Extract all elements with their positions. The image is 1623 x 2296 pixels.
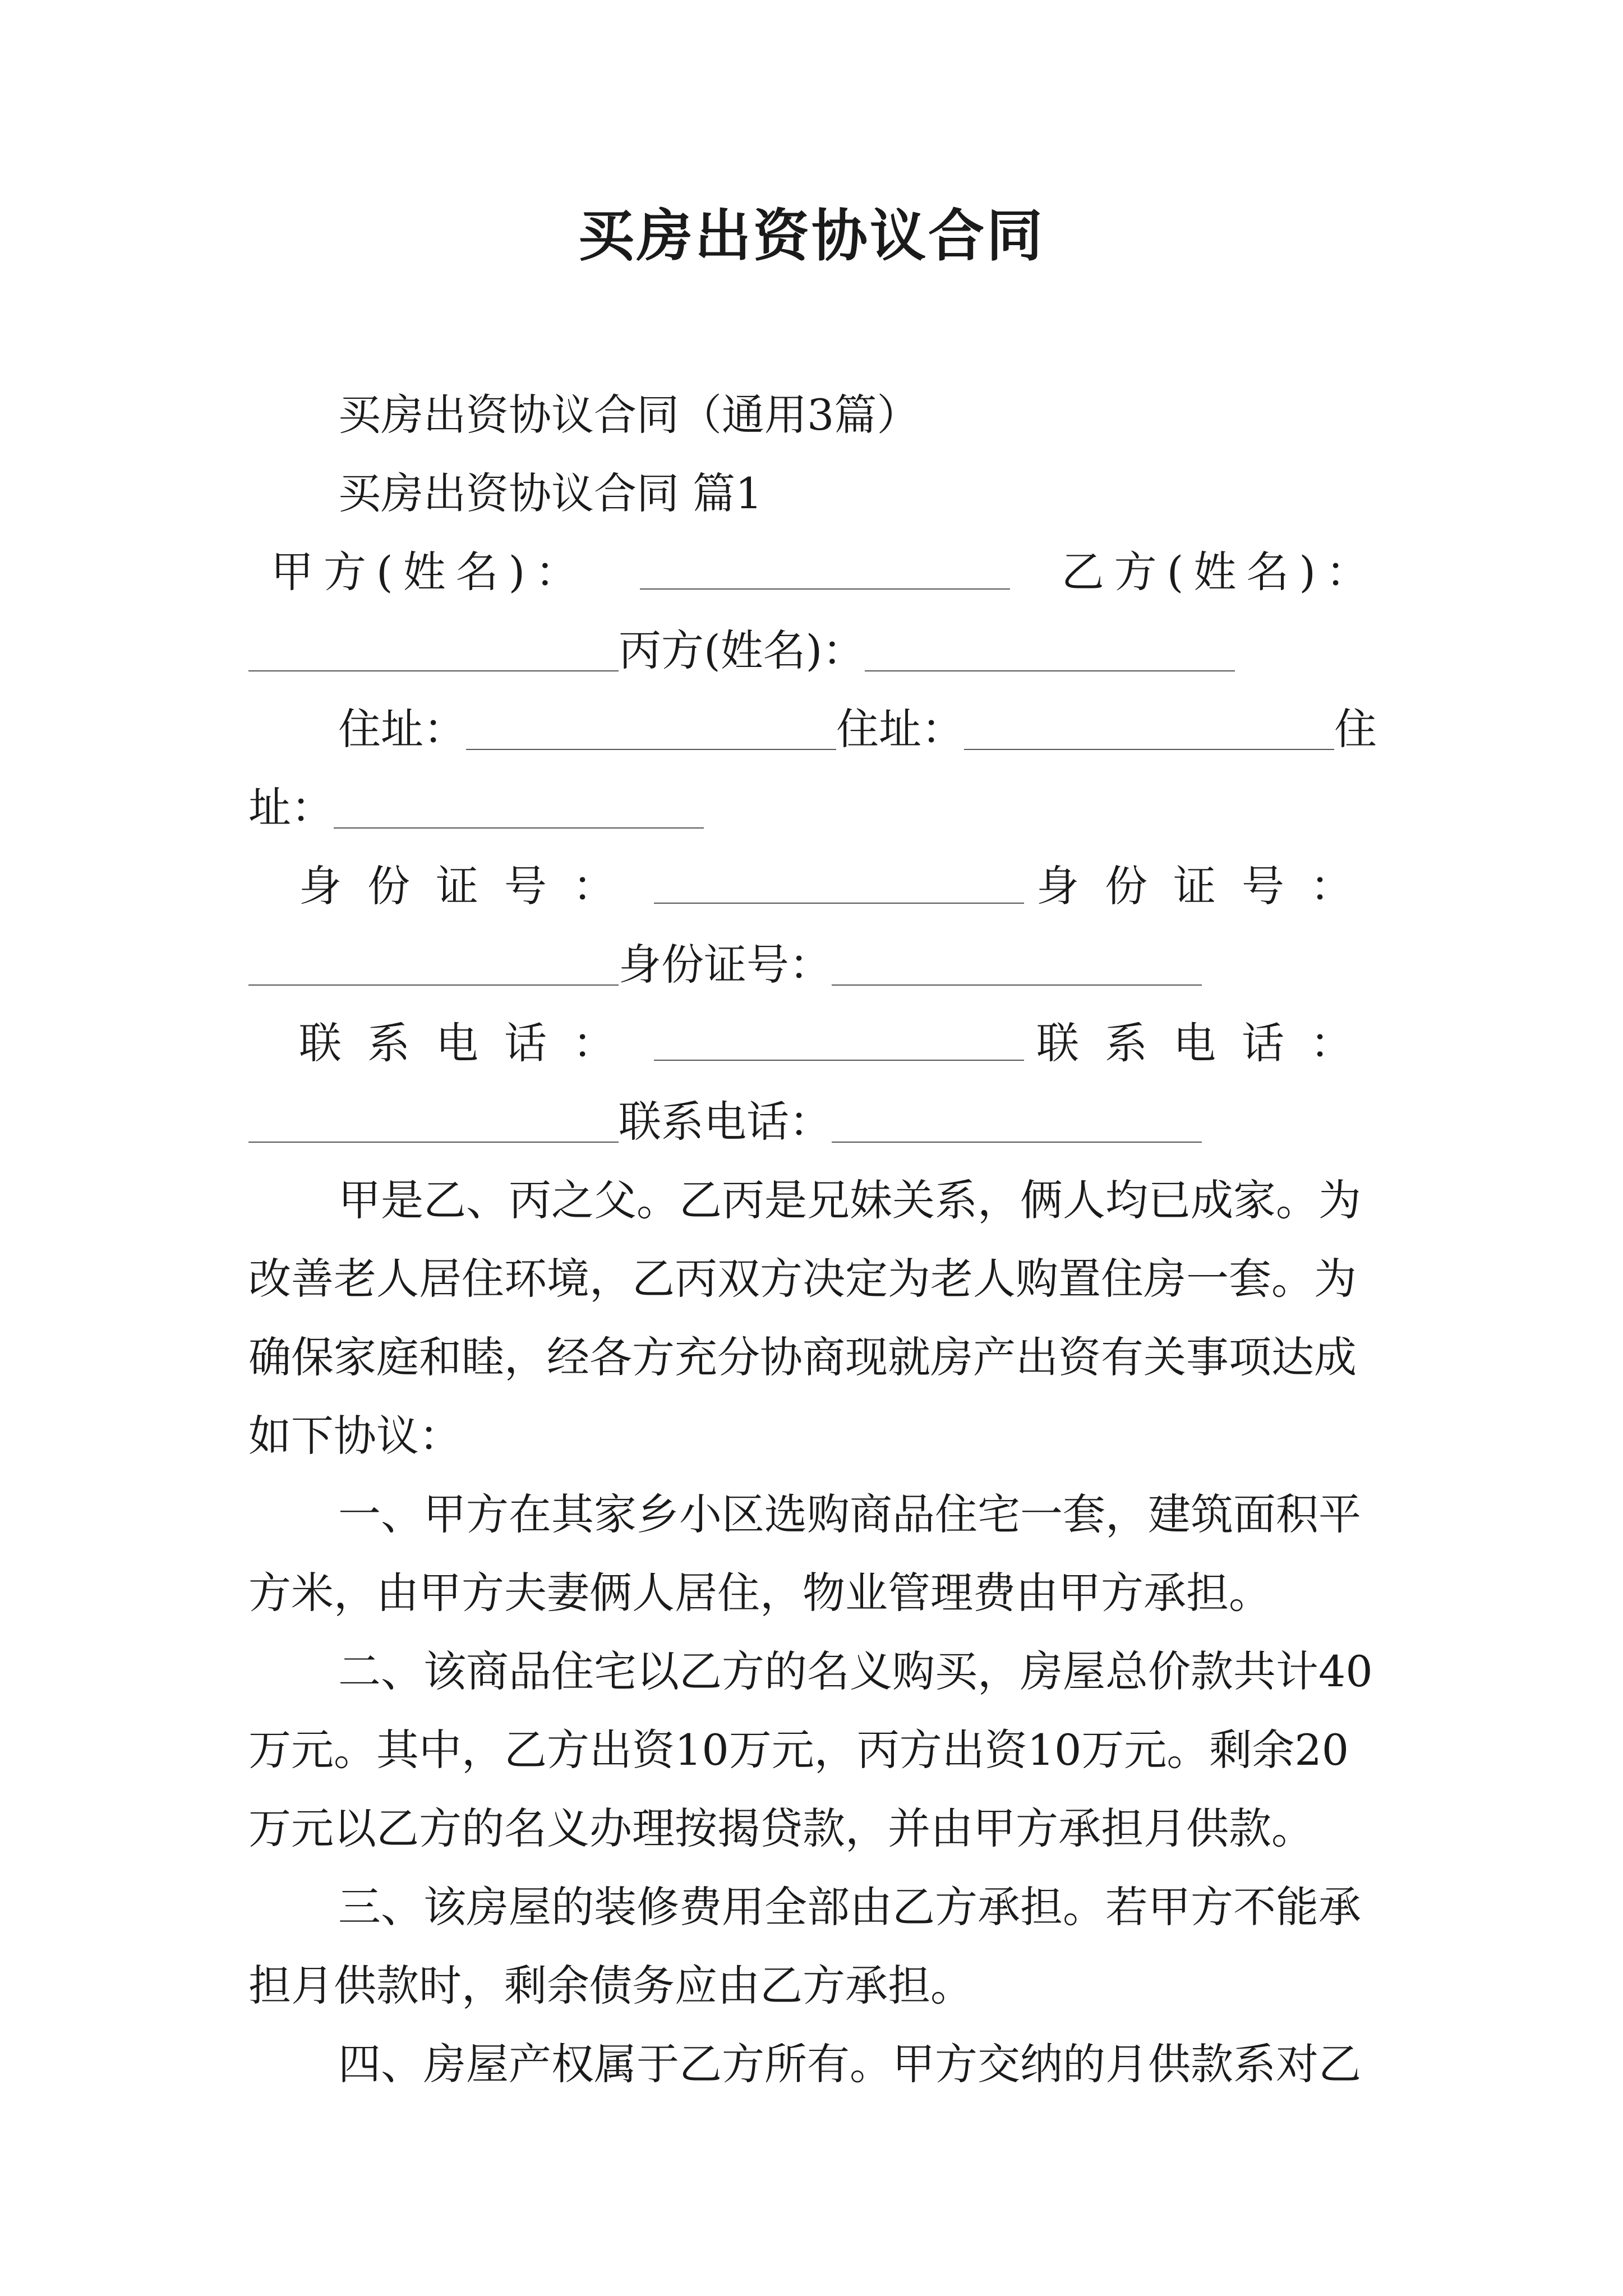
id-c-blank[interactable] [832,951,1202,986]
address-label-a: 住址： [338,704,466,754]
id-b-blank[interactable] [248,951,619,986]
clause-3-line: 三、该房屋的装修费用全部由乙方承担。若甲方不能承 [338,1882,1361,1932]
phone-b-blank[interactable] [248,1108,619,1143]
id-row [248,847,1378,926]
id-label-a: 身份证号： [299,861,641,911]
address-row-wrap [248,769,1378,847]
phone-row [248,1004,1378,1083]
document-title: 买房出资协议合同 [578,203,1045,269]
clause-1-line: 一、甲方在其家乡小区选购商品住宅一套，建筑面积平 [338,1489,1361,1539]
id-label-b: 身份证号： [1036,861,1378,911]
party-c-label: 丙方(姓名)： [619,625,865,675]
clause-2-line: 二、该商品住宅以乙方的名义购买，房屋总价款共计40 [338,1646,1373,1696]
address-c-blank[interactable] [334,794,704,829]
clause-1-line: 方米，由甲方夫妻俩人居住，物业管理费由甲方承担。 [248,1568,1271,1618]
phone-label-b: 联系电话： [1036,1018,1378,1068]
party-a-b-row [248,533,1378,611]
address-label-c-start: 住 [1334,704,1377,754]
intro-line: 确保家庭和睦，经各方充分协商现就房产出资有关事项达成 [248,1332,1357,1382]
party-a-label: 甲方(姓名)： [271,547,588,597]
party-b-label: 乙方(姓名)： [1061,547,1378,597]
address-label-c-end: 址： [248,783,334,832]
address-label-b: 住址： [836,704,964,754]
clause-2-line: 万元以乙方的名义办理按揭贷款，并由甲方承担月供款。 [248,1803,1314,1853]
intro-line: 改善老人居住环境，乙丙双方决定为老人购置住房一套。为 [248,1254,1357,1304]
phone-row-wrap [248,1083,1378,1161]
address-b-blank[interactable] [964,715,1334,750]
subtitle: 买房出资协议合同（通用3篇） [338,390,920,440]
section-heading: 买房出资协议合同 篇1 [338,468,763,518]
id-a-blank[interactable] [654,869,1024,904]
party-b-name-blank[interactable] [248,637,619,671]
id-label-c: 身份证号： [619,940,832,990]
party-c-row [248,611,1378,690]
clause-3-line: 担月供款时，剩余债务应由乙方承担。 [248,1961,973,2010]
id-row-wrap [248,926,1378,1004]
party-c-name-blank[interactable] [865,637,1235,671]
clause-4-line: 四、房屋产权属于乙方所有。甲方交纳的月供款系对乙 [338,2039,1361,2089]
phone-label-a: 联系电话： [299,1018,641,1068]
phone-label-c: 联系电话： [619,1097,832,1147]
address-a-blank[interactable] [466,715,836,750]
intro-line: 如下协议： [248,1411,462,1461]
phone-c-blank[interactable] [832,1108,1202,1143]
clause-2-line: 万元。其中，乙方出资10万元，丙方出资10万元。剩余20 [248,1725,1349,1775]
phone-a-blank[interactable] [654,1026,1024,1061]
address-row [248,690,1378,769]
intro-line: 甲是乙、丙之父。乙丙是兄妹关系，俩人均已成家。为 [338,1175,1361,1225]
party-a-name-blank[interactable] [640,555,1010,590]
